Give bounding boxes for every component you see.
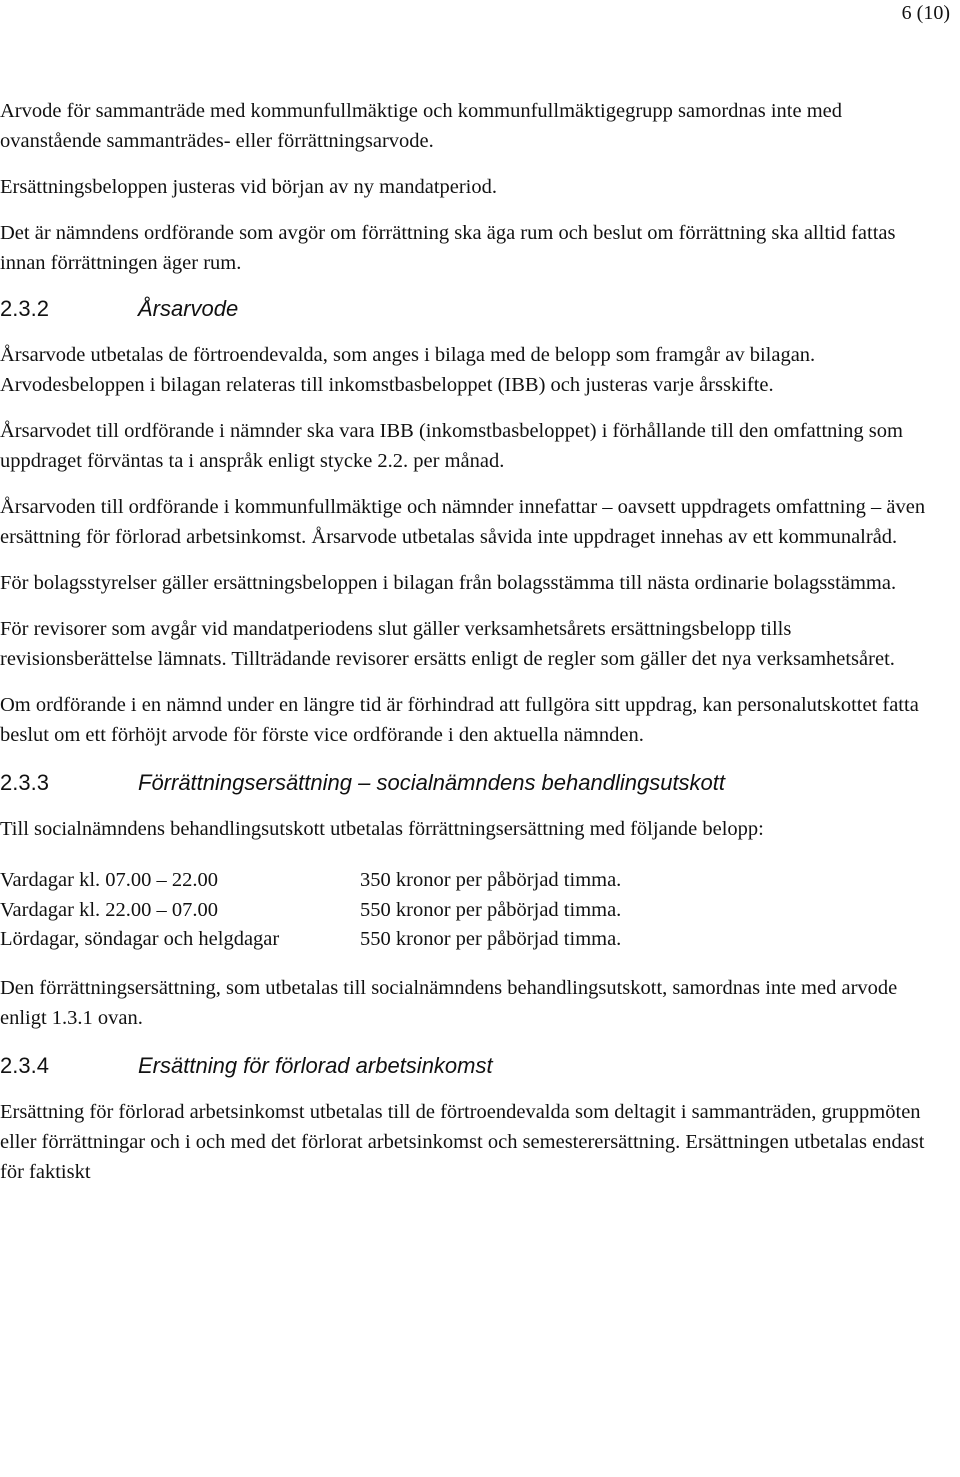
section-number: 2.3.3 (0, 770, 49, 795)
section-heading-2-3-2 (0, 294, 940, 324)
paragraph: Arvode för sammanträde med kommunfullmäktige och kommunfullmäktigegrupp samordnas inte med ovanstående sammanträdes- eller förrättningsarvode. (0, 100, 843, 152)
rate-amount: 550 kronor per påbörjad timma. (360, 928, 622, 950)
section-title: Ersättning för förlorad arbetsinkomst (138, 1052, 493, 1078)
paragraph: Den förrättningsersättning, som utbetalas till socialnämndens behandlingsutskott, samordnas inte med arvode enligt 1.3.1 ovan. (0, 976, 898, 1029)
section-number: 2.3.2 (0, 296, 49, 321)
paragraph: Årsarvodet till ordförande i nämnder ska vara IBB (inkomstbasbeloppet) i förhållande till den omfattning som uppdraget förväntas ta i anspråk enligt stycke 2.2. per månad. (0, 420, 903, 472)
paragraph: För revisorer som avgår vid mandatperiodens slut gäller verksamhetsårets ersättningsbelopp tills revisionsberättelse lämnats. Tillträdande revisorer ersätts enligt de regler som gäller det nya verksamhetsåret. (0, 618, 895, 670)
page-content (0, 96, 940, 1187)
table-row (0, 925, 621, 955)
section-title: Förrättningsersättning – socialnämndens behandlingsutskott (138, 770, 726, 795)
paragraph: Ersättningsbeloppen justeras vid början av ny mandatperiod. (0, 176, 498, 198)
rate-period: Vardagar kl. 22.00 – 07.00 (0, 898, 219, 921)
table-row (0, 896, 621, 926)
section-heading-2-3-4 (0, 1051, 940, 1081)
paragraph: Det är nämndens ordförande som avgör om förrättning ska äga rum och beslut om förrättning ska alltid fattas innan förrättningen äger rum. (0, 222, 896, 274)
rate-period: Vardagar kl. 07.00 – 22.00 (0, 869, 219, 891)
paragraph: Årsarvoden till ordförande i kommunfullmäktige och nämnder innefattar – oavsett uppdragets omfattning – även ersättning för förlorad arbetsinkomst. Årsarvode utbetalas såvida inte uppdraget innehas av ett kommunalråd. (0, 496, 926, 548)
rate-period: Lördagar, söndagar och helgdagar (0, 928, 280, 950)
paragraph: Ersättning för förlorad arbetsinkomst utbetalas till de förtroendevalda som deltagit i sammanträden, gruppmöten eller förrättningar och i och med det förlorat arbetsinkomst och semesterersättning. Ersättningen utbetalas endast för faktiskt (0, 1100, 925, 1183)
rate-amount: 350 kronor per påbörjad timma. (360, 869, 622, 891)
table-row (0, 866, 621, 896)
paragraph: Om ordförande i en nämnd under en längre tid är förhindrad att fullgöra sitt uppdrag, kan personalutskottet fatta beslut om ett förhöjt arvode för förste vice ordförande i den aktuella nämnden. (0, 694, 919, 746)
rate-table (0, 866, 621, 955)
page-number: 6 (10) (901, 2, 950, 24)
section-number: 2.3.4 (0, 1052, 49, 1078)
paragraph: Årsarvode utbetalas de förtroendevalda, som anges i bilaga med de belopp som framgår av bilagan. Arvodesbeloppen i bilagan relateras till inkomstbasbeloppet (IBB) och justeras varje årsskifte. (0, 344, 816, 396)
section-heading-2-3-3 (0, 768, 940, 798)
section-title: Årsarvode (138, 296, 239, 321)
rate-amount: 550 kronor per påbörjad timma. (360, 898, 622, 921)
paragraph: Till socialnämndens behandlingsutskott utbetalas förrättningsersättning med följande belopp: (0, 818, 764, 840)
paragraph: För bolagsstyrelser gäller ersättningsbeloppen i bilagan från bolagsstämma till nästa ordinarie bolagsstämma. (0, 572, 897, 594)
